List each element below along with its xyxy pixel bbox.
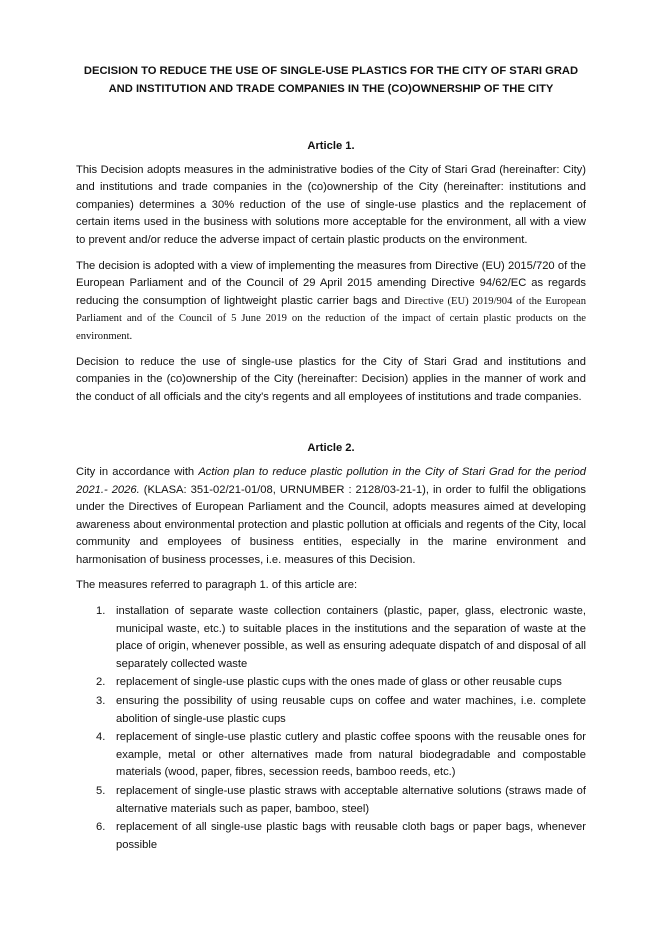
list-item bbox=[76, 819, 586, 854]
document-title: DECISION TO REDUCE THE USE OF SINGLE-USE PLASTICS FOR THE CITY OF STARI GRAD AND INSTITUTION AND TRADE COMPANIES IN THE (CO)OWNERSHIP OF THE CITY bbox=[83, 65, 579, 95]
article-2-paragraph-1-rest: (KLASA: 351-02/21-01/08, URNUMBER : 2128/03-21-1), in order to fulfil the obligations under the Directives of European Parliament and the Council, adopts measures aimed at developing awareness about environmental protection and plastic pollution at officials and regents of the City, local community and employees of business entities, especially in the marine environment and harmonisation of business processes, i.e. measures of this Decision. bbox=[76, 483, 587, 566]
list-item-text: replacement of single-use plastic straws with acceptable alternative solutions (straws made of alternative materials such as paper, bamboo, steel) bbox=[116, 785, 586, 815]
article-1-paragraph-2-sans: The decision is adopted with a view of implementing the measures from Directive (EU) 2015/720 of the European Parliament and of the Council of 29 April 2015 amending Directive 94/62/EC as regards reducing the consumption of lightweight plastic carrier bags and bbox=[76, 259, 586, 307]
list-item-text: replacement of single-use plastic cups with the ones made of glass or other reusable cups bbox=[116, 676, 562, 689]
list-item bbox=[76, 729, 586, 782]
list-item bbox=[76, 674, 586, 692]
list-item bbox=[76, 783, 586, 818]
list-item-number: 1. bbox=[96, 605, 106, 618]
action-plan-title: Action plan to reduce plastic pollution in the City of Stari Grad for the period 2021.- 2026. bbox=[76, 465, 586, 496]
measures-list bbox=[76, 603, 586, 854]
list-item-number: 4. bbox=[96, 731, 106, 744]
list-item-number: 3. bbox=[96, 695, 106, 708]
list-item-number: 2. bbox=[96, 676, 106, 689]
article-2-paragraph-2: The measures referred to paragraph 1. of this article are: bbox=[76, 579, 358, 592]
article-2-paragraph-1 bbox=[76, 464, 586, 570]
document-page bbox=[76, 62, 586, 855]
list-item-number: 6. bbox=[96, 821, 106, 834]
article-2-heading: Article 2. bbox=[307, 442, 355, 455]
article-1-paragraph-2-serif: Directive (EU) 2019/904 of the European Parliament and of the Council of 5 June 2019 on the reduction of the impact of certain plastic products on the environment. bbox=[76, 295, 586, 342]
article-1-paragraph-1: This Decision adopts measures in the administrative bodies of the City of Stari Grad (hereinafter: City) and institutions and trade companies in the (co)ownership of the City (hereinafter: institutions and companies) determines a 30% reduction of the use of single-use plastics and the replacement of certain items used in the business with solutions more acceptable for the environment, all with a view to prevent and/or reduce the adverse impact of certain plastic products on the environment. bbox=[76, 163, 586, 246]
list-item-text: replacement of all single-use plastic bags with reusable cloth bags or paper bags, whenever possible bbox=[116, 821, 586, 851]
list-item bbox=[76, 693, 586, 728]
list-item-text: replacement of single-use plastic cutlery and plastic coffee spoons with the reusable ones for example, metal or other alternatives made from natural biodegradable and compostable materials (wood, paper, fibres, secession reeds, bamboo reeds, etc.) bbox=[116, 731, 586, 779]
list-item-text: ensuring the possibility of using reusable cups on coffee and water machines, i.e. complete abolition of single-use plastic cups bbox=[116, 695, 586, 725]
article-1-paragraph-3: Decision to reduce the use of single-use plastics for the City of Stari Grad and institutions and companies in the (co)ownership of the City (hereinafter: Decision) applies in the manner of work and the conduct of all officials and the city's regents and all employees of institutions and trade companies. bbox=[76, 355, 586, 403]
list-item-number: 5. bbox=[96, 785, 106, 797]
article-1-paragraph-2 bbox=[76, 258, 586, 346]
article-2-paragraph-1-start: City in accordance with bbox=[76, 465, 199, 478]
list-item bbox=[76, 603, 586, 673]
list-item-text: installation of separate waste collection containers (plastic, paper, glass, electronic waste, municipal waste, etc.) to suitable places in the institutions and the separation of waste at the place of origin, whenever possible, as well as ensuring adequate dispatch of and disposal of all separately collected waste bbox=[116, 605, 586, 670]
article-1-heading: Article 1. bbox=[307, 140, 355, 152]
